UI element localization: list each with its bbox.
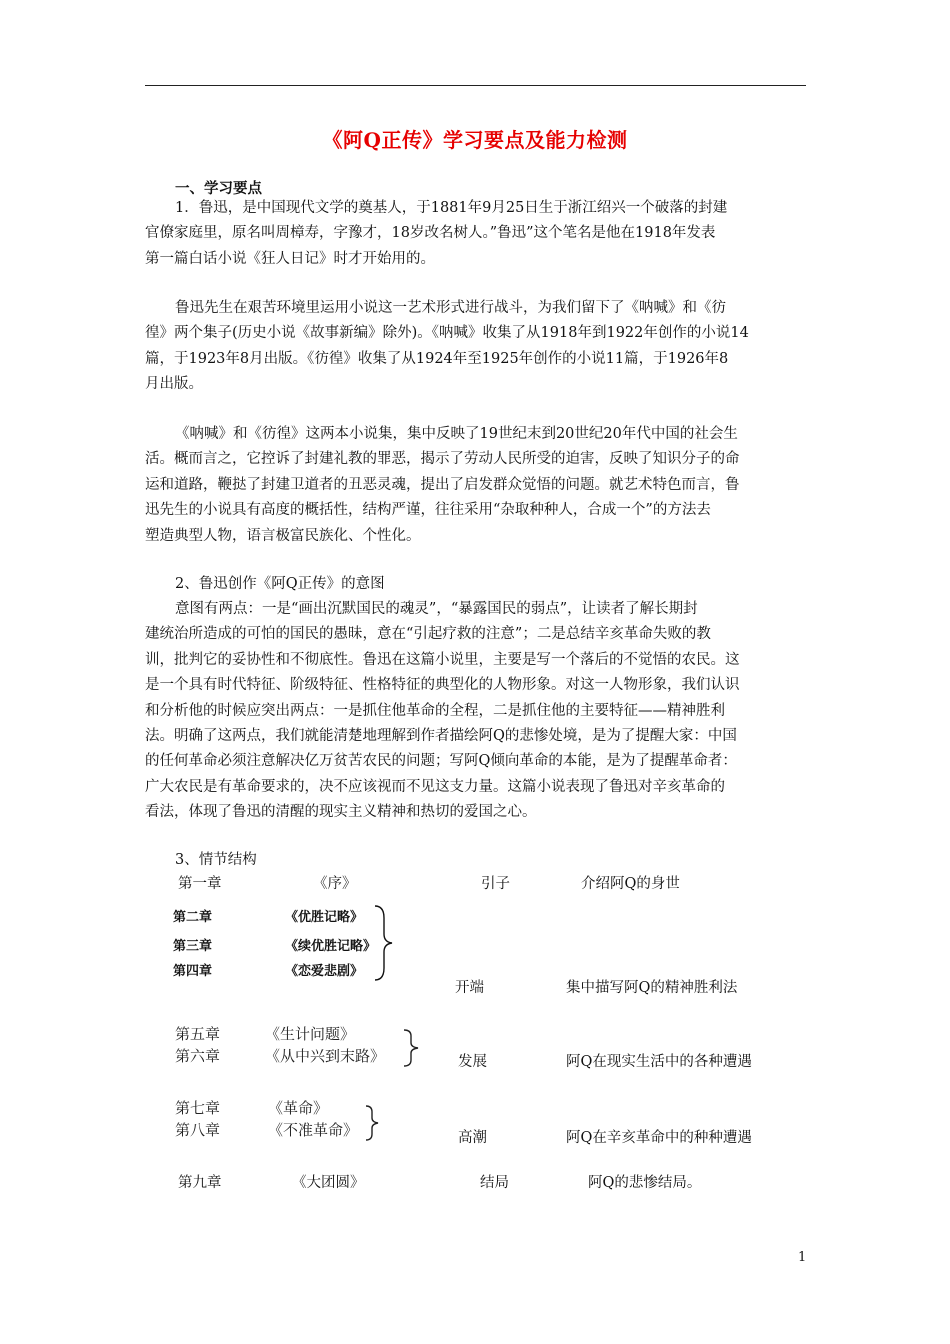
paragraph-line: 是一个具有时代特征、阶级特征、性格特征的典型化的人物形象。对这一人物形象，我们认识 xyxy=(145,677,740,694)
chapter-label: 第五章 xyxy=(175,1025,221,1043)
chapter-label: 第四章 xyxy=(173,964,213,979)
paragraph-line: 活。概而言之，它控诉了封建礼教的罪恶，揭示了劳动人民所受的迫害，反映了知识分子的命 xyxy=(145,451,740,468)
paragraph-line: 的任何革命必须注意解决亿万贫苦农民的问题；写阿Q倾向革命的本能，是为了提醒革命者： xyxy=(145,753,737,770)
stage-label: 开端 xyxy=(455,980,484,996)
chapter-title: 《大团圆》 xyxy=(292,1175,365,1191)
right-brace-icon xyxy=(372,904,396,982)
chapter-label: 第八章 xyxy=(175,1121,221,1139)
paragraph-line: 徨》两个集子(历史小说《故事新编》除外)。《呐喊》收集了从1918年到1922年创作的小说14 xyxy=(145,325,749,342)
chapter-title: 《不准革命》 xyxy=(268,1121,359,1139)
paragraph-line: 官僚家庭里，原名叫周樟寿，字豫才，18岁改名树人。”鲁迅”这个笔名是他在1918年发表 xyxy=(145,225,716,242)
paragraph-collections xyxy=(145,296,807,398)
paragraph-line: 1．鲁迅，是中国现代文学的奠基人，于1881年9月25日生于浙江绍兴一个破落的封建 xyxy=(175,200,728,216)
stage-label: 高潮 xyxy=(458,1130,487,1146)
chapter-title: 《优胜记略》 xyxy=(285,910,364,925)
chapter-title: 《生计问题》 xyxy=(265,1025,356,1043)
paragraph-line: 建统治所造成的可怕的国民的愚昧，意在“引起疗救的注意”；二是总结辛亥革命失败的教 xyxy=(145,626,711,643)
paragraph-line: 篇，于1923年8月出版。《彷徨》收集了从1924年至1925年创作的小说11篇，于1926年8 xyxy=(145,350,729,367)
subheading-intent: 2、鲁迅创作《阿Q正传》的意图 xyxy=(175,576,385,592)
stage-description: 集中描写阿Q的精神胜利法 xyxy=(566,980,738,996)
paragraph-line: 第一篇白话小说《狂人日记》时才开始用的。 xyxy=(145,250,435,267)
paragraph-line: 月出版。 xyxy=(145,376,203,393)
paragraph-line: 法。明确了这两点，我们就能清楚地理解到作者描绘阿Q的悲惨处境，是为了提醒大家：中国 xyxy=(145,728,737,745)
subheading-structure: 3、情节结构 xyxy=(175,852,257,868)
right-brace-icon xyxy=(401,1028,423,1068)
chapter-title: 《恋爱悲剧》 xyxy=(285,964,364,979)
document-title: 《阿Q正传》学习要点及能力检测 xyxy=(322,128,628,152)
paragraph-luxun-intro xyxy=(145,196,807,272)
paragraph-line: 训，批判它的妥协性和不彻底性。鲁迅在这篇小说里，主要是写一个落后的不觉悟的农民。这 xyxy=(145,651,740,668)
paragraph-line: 和分析他的时候应突出两点：一是抓住他革命的全程，二是抓住他的主要特征——精神胜利 xyxy=(145,702,725,719)
stage-description: 阿Q在现实生活中的各种遭遇 xyxy=(566,1054,752,1070)
paragraph-line: 鲁迅先生在艰苦环境里运用小说这一艺术形式进行战斗，为我们留下了《呐喊》和《彷 xyxy=(175,300,726,316)
stage-description: 阿Q在辛亥革命中的种种遭遇 xyxy=(566,1130,752,1146)
paragraph-line: 看法，体现了鲁迅的清醒的现实主义精神和热切的爱国之心。 xyxy=(145,804,537,821)
page-number: 1 xyxy=(798,1250,807,1265)
chapter-label: 第二章 xyxy=(173,910,213,925)
paragraph-line: 意图有两点：一是“画出沉默国民的魂灵”，“暴露国民的弱点”，让读者了解长期封 xyxy=(175,601,698,617)
chapter-label: 第一章 xyxy=(178,876,222,892)
stage-description: 阿Q的悲惨结局。 xyxy=(588,1175,702,1191)
paragraph-themes xyxy=(145,422,807,549)
section-heading-1: 一、学习要点 xyxy=(175,180,262,197)
paragraph-line: 《呐喊》和《彷徨》这两本小说集，集中反映了19世纪末到20世纪20年代中国的社会生 xyxy=(175,426,738,442)
chapter-title: 《革命》 xyxy=(268,1099,329,1117)
stage-label: 发展 xyxy=(458,1054,487,1070)
chapter-title: 《序》 xyxy=(313,876,357,892)
chapter-label: 第七章 xyxy=(175,1099,221,1117)
chapter-label: 第九章 xyxy=(178,1175,222,1191)
stage-description: 介绍阿Q的身世 xyxy=(581,876,680,892)
chapter-label: 第六章 xyxy=(175,1047,221,1065)
paragraph-line: 塑造典型人物，语言极富民族化、个性化。 xyxy=(145,527,421,544)
stage-label: 结局 xyxy=(480,1175,509,1191)
paragraph-intent xyxy=(145,597,807,826)
paragraph-line: 运和道路，鞭挞了封建卫道者的丑恶灵魂，提出了启发群众觉悟的问题。就艺术特色而言，鲁 xyxy=(145,476,740,493)
right-brace-icon xyxy=(363,1104,383,1142)
paragraph-line: 迅先生的小说具有高度的概括性，结构严谨，往往采用“杂取种种人，合成一个”的方法去 xyxy=(145,502,711,519)
paragraph-line: 广大农民是有革命要求的，决不应该视而不见这支力量。这篇小说表现了鲁迅对辛亥革命的 xyxy=(145,778,725,795)
stage-label: 引子 xyxy=(481,876,510,892)
chapter-title: 《续优胜记略》 xyxy=(285,939,377,954)
header-rule xyxy=(145,85,806,86)
chapter-label: 第三章 xyxy=(173,939,213,954)
chapter-title: 《从中兴到末路》 xyxy=(265,1047,386,1065)
